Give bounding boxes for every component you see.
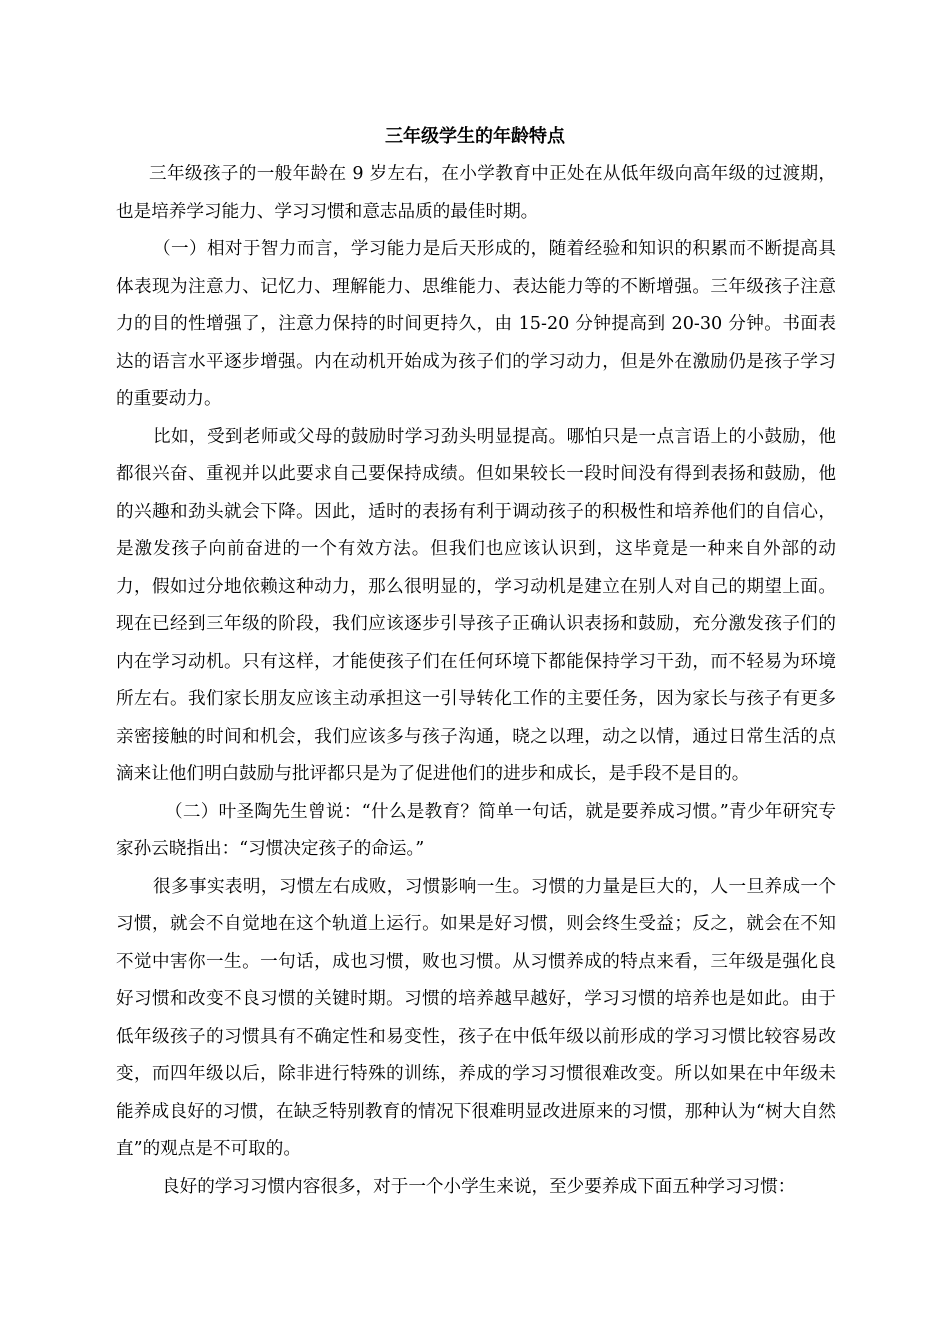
paragraph-section-one: （一）相对于智力而言，学习能力是后天形成的，随着经验和知识的积累而不断提高具体表现为注意力、记忆力、理解能力、思维能力、表达能力等的不断增强。三年级孩子注意力的目的性增强了，注意力保持的时间更持久，由 15-20 分钟提高到 20-30 分钟。书面表达的语言水平逐步增强。内在动机开始成为孩子们的学习动力，但是外在激励仍是孩子学习的重要动力。 — [116, 239, 836, 409]
paragraph-example: 比如，受到老师或父母的鼓励时学习劲头明显提高。哪怕只是一点言语上的小鼓励，他都很兴奋、重视并以此要求自己要保持成绩。但如果较长一段时间没有得到表扬和鼓励，他的兴趣和劲头就会下降。因此，适时的表扬有利于调动孩子的积极性和培养他们的自信心，是激发孩子向前奋进的一个有效方法。但我们也应该认识到，这毕竟是一种来自外部的动力，假如过分地依赖这种动力，那么很明显的，学习动机是建立在别人对自己的期望上面。现在已经到三年级的阶段，我们应该逐步引导孩子正确认识表扬和鼓励，充分激发孩子们的内在学习动机。只有这样，才能使孩子们在任何环境下都能保持学习干劲，而不轻易为环境所左右。我们家长朋友应该主动承担这一引导转化工作的主要任务，因为家长与孩子有更多亲密接触的时间和机会，我们应该多与孩子沟通，晓之以理，动之以情，通过日常生活的点滴来让他们明白鼓励与批评都只是为了促进他们的进步和成长，是手段不是目的。 — [116, 426, 836, 784]
paragraph-five-habits: 良好的学习习惯内容很多，对于一个小学生来说，至少要养成下面五种学习习惯： — [162, 1176, 796, 1197]
paragraph-intro: 三年级孩子的一般年龄在 9 岁左右，在小学教育中正处在从低年级向高年级的过渡期，也是培养学习能力、学习习惯和意志品质的最佳时期。 — [116, 164, 836, 222]
paragraph-section-two: （二）叶圣陶先生曾说：“什么是教育？简单一句话，就是要养成习惯。”青少年研究专家孙云晓指出：“习惯决定孩子的命运。” — [116, 801, 836, 859]
document-title: 三年级学生的年龄特点 — [385, 126, 565, 147]
document-body — [116, 156, 836, 1206]
paragraph-habits: 很多事实表明，习惯左右成败，习惯影响一生。习惯的力量是巨大的，人一旦养成一个习惯，就会不自觉地在这个轨道上运行。如果是好习惯，则会终生受益；反之，就会在不知不觉中害你一生。一句话，成也习惯，败也习惯。从习惯养成的特点来看，三年级是强化良好习惯和改变不良习惯的关键时期。习惯的培养越早越好，学习习惯的培养也是如此。由于低年级孩子的习惯具有不确定性和易变性，孩子在中低年级以前形成的学习习惯比较容易改变，而四年级以后，除非进行特殊的训练，养成的学习习惯很难改变。所以如果在中年级未能养成良好的习惯，在缺乏特别教育的情况下很难明显改进原来的习惯，那种认为“树大自然直”的观点是不可取的。 — [116, 876, 836, 1159]
